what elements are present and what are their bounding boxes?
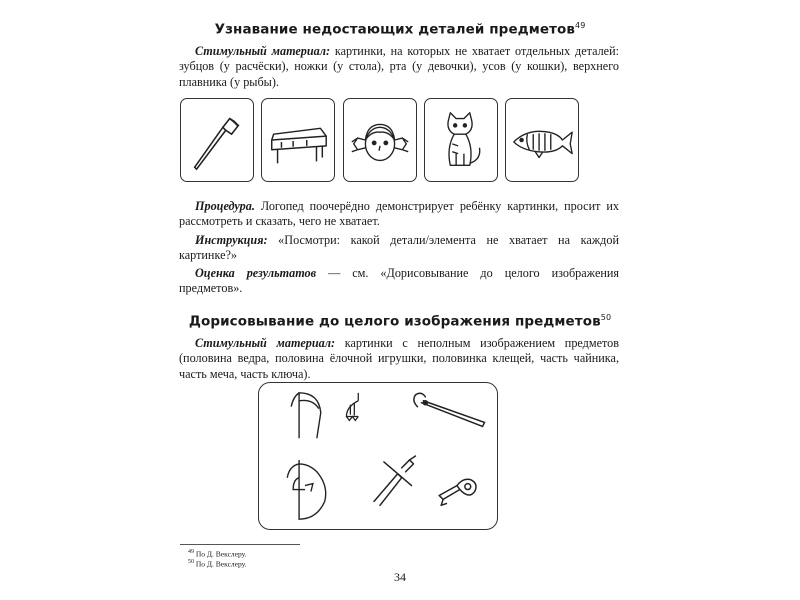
girl-face-icon [344,99,416,181]
section2-heading [180,313,620,330]
section1-stimulus-paragraph [179,44,619,90]
section1-procedure-paragraph [179,199,619,230]
footnote-49-text: По Д. Векслеру. [194,549,247,559]
page-number: 34 [394,570,406,584]
section1-instruction-label: Инструкция: [195,233,268,247]
picture-card-fish [505,98,579,182]
section2-stimulus-label: Стимульный материал: [195,336,336,350]
section2-stimulus-text: картинки с неполным изображением предметов (половина ведра, половина ёлочной игрушки, половинка клещей, часть чайника, часть меча, часть ключа). [179,336,620,381]
footnote-rule [180,544,300,545]
part-key-icon [259,383,497,529]
footnote-49-ref: 49 [188,549,194,555]
section1-stimulus-text: картинки, на которых не хватает отдельных деталей: зубцов (у расчёски), ножки (у стола), рта (у девочки), усов (у кошки), верхнего плавника (у рыбы). [179,44,619,89]
comb-icon [181,99,253,181]
section1-evaluation-text: — см. «Дорисовывание до целого изображения предметов». [179,266,620,296]
fish-icon [506,99,578,181]
section1-heading [180,21,620,38]
picture-card-comb [180,98,254,182]
section1-procedure-text: Логопед поочерёдно демонстрирует ребёнку картинки, просит их рассмотреть и сказать, чего не хватает. [179,199,619,229]
section1-procedure-label: Процедура. [195,199,255,213]
footnote-50-text: По Д. Векслеру. [194,559,247,569]
section1-stimulus-label: Стимульный материал: [195,44,331,58]
section1-evaluation-label: Оценка результатов [195,266,317,280]
footnote-ref-50: 50 [600,313,612,322]
footnote-50 [188,557,247,570]
section1-instruction-text: «Посмотри: какой детали/элемента не хватает на каждой картинке?» [179,233,619,263]
picture-card-cat [424,98,498,182]
footnote-ref-49: 49 [575,21,586,30]
section2-heading-text: Дорисовывание до целого изображения предметов [188,313,601,330]
section1-instruction-paragraph [179,233,619,264]
section1-evaluation-paragraph [179,266,619,297]
cat-icon [425,99,497,181]
partial-pictures-box [258,382,498,530]
section1-heading-text: Узнавание недостающих деталей предметов [214,21,576,38]
picture-card-girl [343,98,417,182]
section2-stimulus-paragraph [179,336,619,382]
footnote-50-ref: 50 [188,559,194,565]
table-icon [262,99,334,181]
picture-card-table [261,98,335,182]
